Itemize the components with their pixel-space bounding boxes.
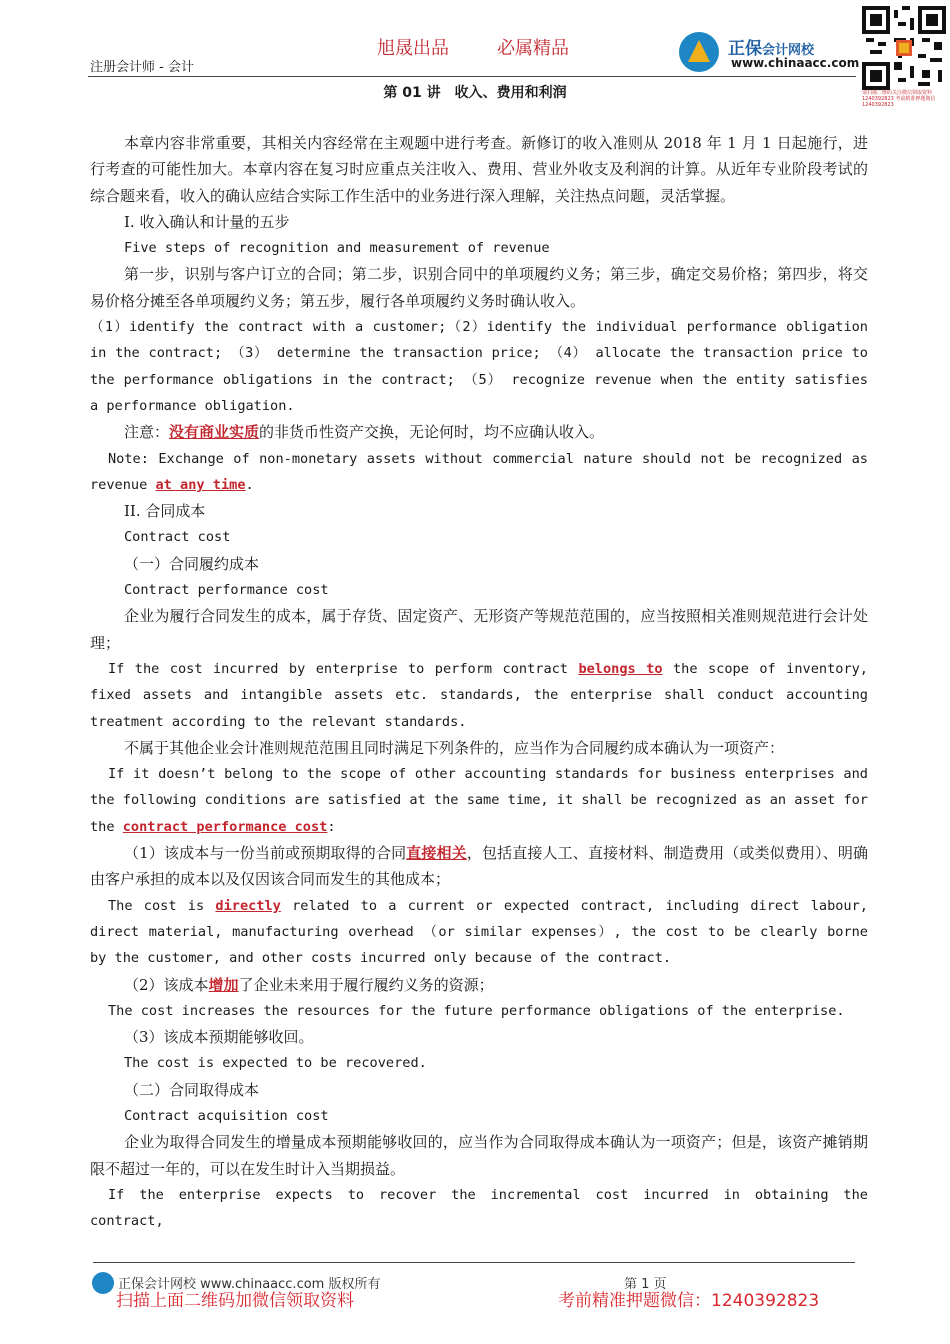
- section-heading-1-en: Five steps of recognition and measurement of revenue: [124, 240, 550, 257]
- header-brand-right: 必属精品: [497, 38, 569, 59]
- acquisition-cost-paragraph: 企业为取得合同发生的增量成本预期能够收回的，应当作为合同取得成本确认为一项资产；但是，该资产摊销期限不超过一年的，可以在发生时计入当期损益。: [90, 1133, 868, 1178]
- intro-paragraph: 本章内容非常重要，其相关内容经常在主观题中进行考查。新修订的收入准则从 2018 年 1 月 1 日起施行，进行考查的可能性加大。本章内容在复习时应重点关注收入、费用、营业外收支及利润的计算。从近年专业阶段考试的综合题来看，收入的确认应结合实际工作生活中的业务进行深入理解，关注热点问题，灵活掌握。: [90, 134, 868, 205]
- five-steps-paragraph-en: （1）identify the contract with a customer;（2）identify the individual performance obligation in the contract; （3） determine the transaction price; （4） allocate the transaction price to the performance obligations in the contract; （5） recognize revenue when the entity satisfies a performance obligation.: [90, 319, 868, 414]
- note-paragraph: 注意：没有商业实质的非货币性资产交换，无论何时，均不应确认收入。: [124, 423, 605, 442]
- page-number: 第 1 页: [624, 1277, 667, 1292]
- condition-1: （1）该成本与一份当前或预期取得的合同直接相关，包括直接人工、直接材料、制造费用（或类似费用）、明确由客户承担的成本以及仅因该合同而发生的其他成本；: [90, 844, 868, 889]
- performance-cost-paragraph: 企业为履行合同发生的成本，属于存货、固定资产、无形资产等规范范围的，应当按照相关准则规范进行会计处理；: [90, 607, 868, 652]
- condition-1-en: The cost is directly related to a current or expected contract, including direct labour, direct material, manufacturing overhead （or similar expenses）, the cost to be clearly borne by the customer, and other costs incurred only because of the contract.: [90, 897, 868, 967]
- footer-divider: [93, 1262, 855, 1263]
- logo-name: 正保会计网校: [728, 39, 815, 59]
- section-heading-2-en: Contract cost: [124, 529, 231, 546]
- lecture-title: 第 01 讲 收入、费用和利润: [383, 85, 567, 101]
- subsection-heading-2-en: Contract acquisition cost: [124, 1107, 329, 1124]
- footer-copyright: 正保会计网校 www.chinaacc.com 版权所有: [118, 1277, 381, 1292]
- conditions-intro-paragraph-en: If it doesn’t belong to the scope of other accounting standards for business enterprises and the following conditions are satisfied at the same time, it shall be recognized as an asset for the contract performance cost:: [90, 766, 868, 835]
- subsection-heading-1-en: Contract performance cost: [124, 582, 329, 599]
- condition-3: （3）该成本预期能够收回。: [124, 1028, 314, 1047]
- subsection-heading-1: （一）合同履约成本: [124, 554, 260, 573]
- logo-url: www.chinaacc.com: [731, 56, 860, 70]
- document-body: [90, 130, 868, 1234]
- chinaacc-logo[interactable]: [676, 28, 866, 76]
- performance-cost-paragraph-en: If the cost incurred by enterprise to perform contract belongs to the scope of inventory, fixed assets and intangible assets etc. standards, the enterprise shall conduct accounting treatment according to the relevant standards.: [90, 660, 868, 730]
- condition-3-en: The cost is expected to be recovered.: [124, 1055, 427, 1072]
- condition-2: （2）该成本增加了企业未来用于履行履约义务的资源；: [124, 975, 494, 994]
- highlight-term: 增加: [208, 975, 239, 994]
- subsection-heading-2: （二）合同取得成本: [124, 1080, 260, 1099]
- header-series-label: 注册会计师 - 会计: [90, 60, 194, 75]
- acquisition-cost-paragraph-en: If the enterprise expects to recover the incremental cost incurred in obtaining the contract,: [90, 1186, 868, 1230]
- highlight-term: belongs to: [578, 660, 663, 677]
- footer-promo-right: 考前精准押题微信：1240392823: [558, 1291, 820, 1311]
- qr-caption: 请扫描二维码关注微信领取资料 1240392823 考前精准押题微信 1240392823: [862, 90, 936, 108]
- header-divider: [88, 76, 856, 77]
- logo-mark-icon: [679, 32, 719, 72]
- highlight-term: contract performance cost: [122, 818, 328, 835]
- highlight-term: 没有商业实质: [169, 423, 260, 442]
- conditions-intro-paragraph: 不属于其他企业会计准则规范范围且同时满足下列条件的，应当作为合同履约成本确认为一项资产：: [124, 738, 785, 757]
- footer-logo-icon: [92, 1272, 114, 1294]
- section-heading-2: II. 合同成本: [124, 502, 206, 521]
- header-brand-left: 旭晟出品: [377, 38, 449, 59]
- highlight-term: directly: [215, 897, 281, 914]
- footer-promo-left: 扫描上面二维码加微信领取资料: [116, 1291, 354, 1311]
- highlight-term: at any time: [155, 476, 246, 493]
- section-heading-1: I. 收入确认和计量的五步: [124, 212, 290, 231]
- condition-2-en: The cost increases the resources for the future performance obligations of the enterprise.: [108, 1002, 845, 1019]
- qr-code-icon[interactable]: [862, 6, 946, 90]
- note-paragraph-en: Note: Exchange of non-monetary assets without commercial nature should not be recognized as revenue at any time.: [90, 450, 868, 493]
- five-steps-paragraph: 第一步，识别与客户订立的合同；第二步，识别合同中的单项履约义务；第三步，确定交易价格；第四步，将交易价格分摊至各单项履约义务；第五步，履行各单项履约义务时确认收入。: [90, 265, 868, 310]
- highlight-term: 直接相关: [406, 844, 467, 863]
